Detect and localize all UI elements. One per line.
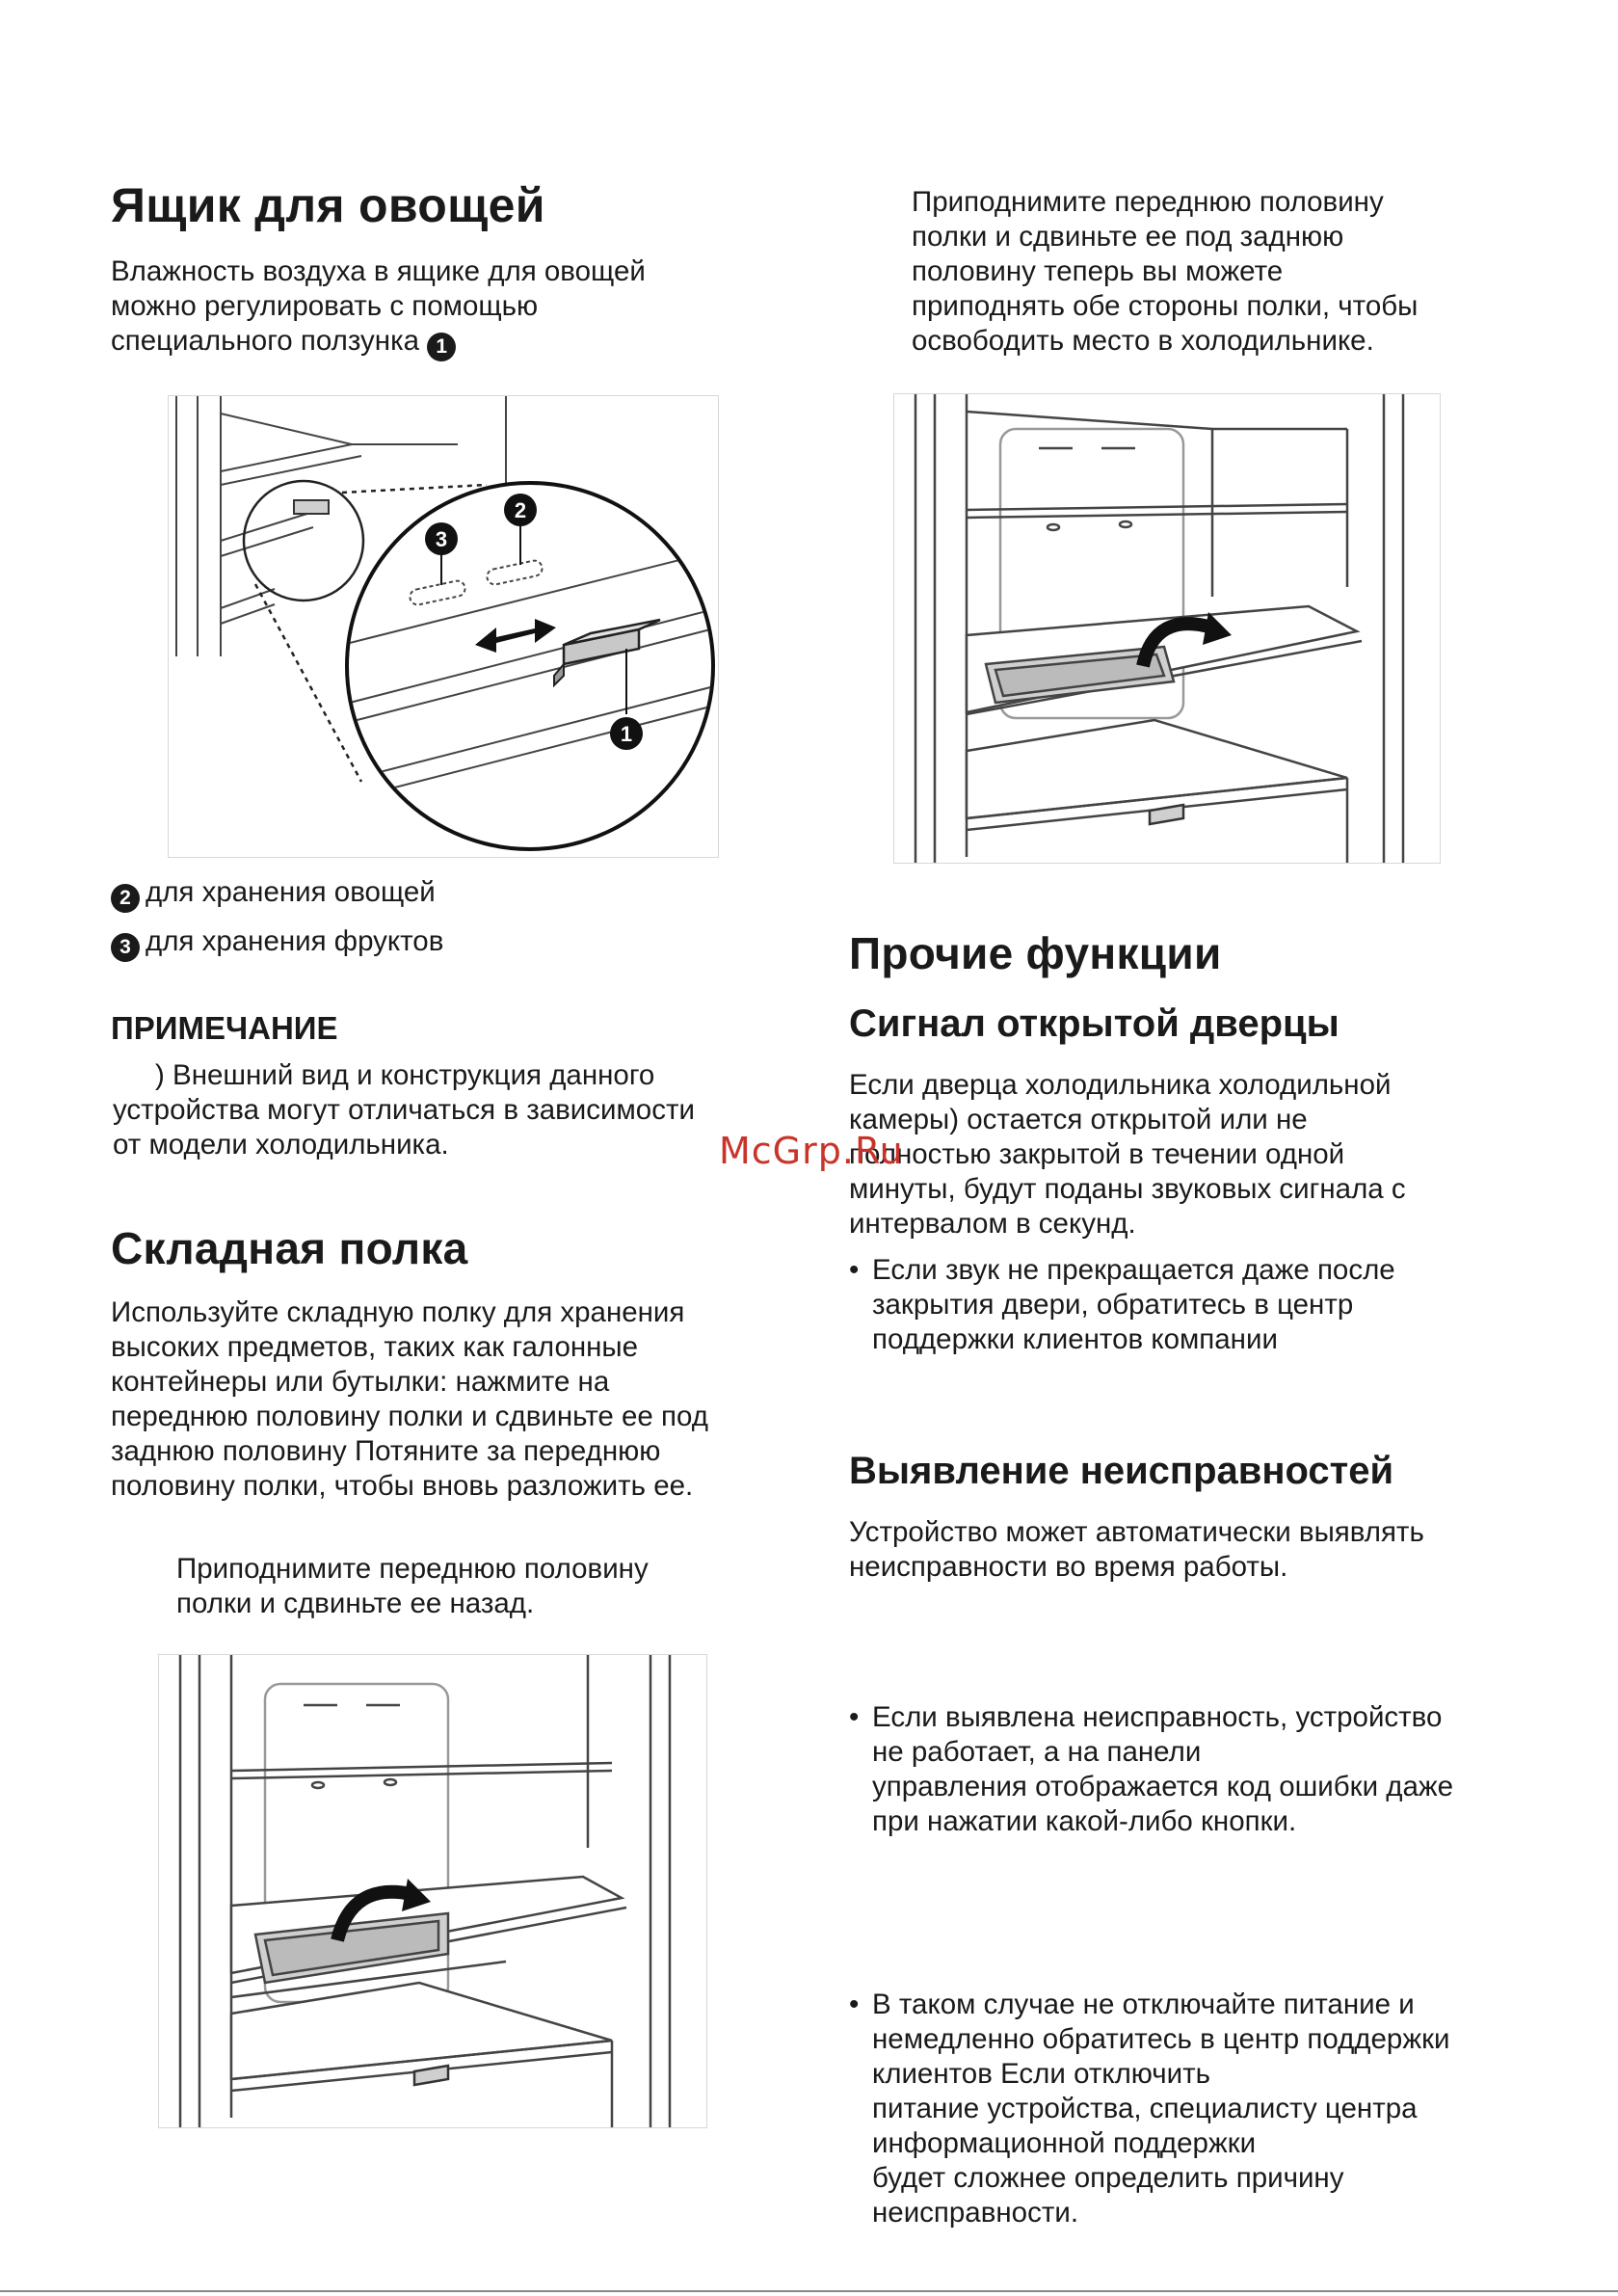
zoom-detail-circle [347, 483, 713, 849]
bullet-line: информационной поддержки [872, 2127, 1257, 2159]
legend-item-fruits [111, 924, 443, 962]
step2-line: освободить место в холодильнике. [912, 325, 1374, 357]
bullet-line: неисправности. [872, 2197, 1079, 2229]
intro-line [111, 324, 646, 361]
bullet-line: поддержки клиентов компании [872, 1323, 1278, 1355]
bullet-line: В таком случае не отключайте питание и [872, 1989, 1415, 2020]
bottom-rule [0, 2290, 1618, 2292]
legend-marker: 3 [111, 933, 140, 962]
note-line: от модели холодильника. [113, 1129, 449, 1161]
slider-marker-badge: 1 [427, 333, 456, 361]
note-heading: ПРИМЕЧАНИЕ [111, 1010, 338, 1046]
bullet-line: не работает, а на панели [872, 1736, 1202, 1768]
door-alarm-heading: Сигнал открытой дверцы [849, 1002, 1339, 1045]
watermark: McGrp.Ru [719, 1130, 904, 1172]
fault-detection-body [849, 1515, 1424, 1585]
bullet-line: клиентов Если отключить [872, 2058, 1210, 2090]
marker-3: 3 [435, 527, 448, 551]
shelf-line: контейнеры или бутылки: нажмите на [111, 1366, 610, 1398]
bullet-line: при нажатии какой-либо кнопки. [872, 1805, 1297, 1837]
shelf-line: половину полки, чтобы вновь разложить ее. [111, 1470, 694, 1502]
door-alarm-line: камеры) остается открытой или не [849, 1104, 1308, 1135]
fault-bullet-2 [849, 1988, 1618, 2230]
bullet-line: будет сложнее определить причину [872, 2162, 1344, 2194]
bullet-dot: • [849, 1989, 860, 2020]
intro-line: Влажность воздуха в ящике для овощей [111, 255, 646, 287]
folding-shelf-heading: Складная полка [111, 1223, 468, 1273]
step2-line: полки и сдвиньте ее под заднюю [912, 221, 1344, 253]
legend-marker: 2 [111, 884, 140, 913]
crisper-slider-figure [168, 395, 719, 858]
fault-line: Устройство может автоматически выявлять [849, 1516, 1424, 1548]
bullet-dot: • [849, 1254, 860, 1286]
bullet-line: закрытия двери, обратитесь в центр [872, 1289, 1354, 1321]
note-line: устройства могут отличаться в зависимости [113, 1094, 695, 1126]
bullet-dot: • [849, 1701, 860, 1733]
vegetable-box-intro [111, 254, 646, 361]
shelf-step2-text [912, 185, 1418, 359]
shelf-step2-figure [893, 393, 1441, 864]
vegetable-box-heading: Ящик для овощей [111, 178, 545, 232]
shelf-line: высоких предметов, таких как галонные [111, 1331, 639, 1363]
step2-line: половину теперь вы можете [912, 255, 1284, 287]
legend-text: для хранения фруктов [146, 925, 444, 957]
fridge-shelf-illustration [159, 1655, 706, 2127]
intro-line: можно регулировать с помощью [111, 290, 539, 322]
fridge-shelf-folded-illustration [894, 394, 1440, 863]
intro-line-text: специального ползунка [111, 325, 420, 357]
shelf-step1-text [176, 1552, 649, 1621]
legend-text: для хранения овощей [146, 876, 436, 908]
crisper-slider-illustration [169, 396, 718, 857]
door-alarm-line: Если дверца холодильника холодильной [849, 1069, 1392, 1101]
bullet-line: Если выявлена неисправность, устройство [872, 1701, 1443, 1733]
door-alarm-bullet [849, 1253, 1618, 1357]
shelf-line: заднюю половину Потяните за переднюю [111, 1435, 661, 1467]
door-alarm-line: минуты, будут поданы звуковых сигнала с [849, 1173, 1406, 1205]
shelf-step1-figure [158, 1654, 707, 2128]
vegetable-box-legend [111, 875, 443, 962]
marker-1: 1 [620, 722, 633, 746]
step2-line: Приподнимите переднюю половину [912, 186, 1384, 218]
note-body [113, 1058, 695, 1162]
bullet-line: немедленно обратитесь в центр поддержки [872, 2023, 1450, 2055]
zoom-source-circle [244, 481, 363, 601]
other-functions-heading: Прочие функции [849, 928, 1222, 978]
fault-bullet-1 [849, 1700, 1618, 1839]
folding-shelf-body [111, 1295, 708, 1504]
shelf-line: Используйте складную полку для хранения [111, 1296, 685, 1328]
fault-detection-heading: Выявление неисправностей [849, 1450, 1394, 1492]
bullet-line: питание устройства, специалисту центра [872, 2093, 1418, 2124]
shelf-line: переднюю половину полки и сдвиньте ее под [111, 1401, 708, 1432]
step1-line: полки и сдвиньте ее назад. [176, 1588, 535, 1619]
marker-2: 2 [514, 498, 527, 522]
note-line: ) Внешний вид и конструкция данного [155, 1059, 655, 1091]
fault-line: неисправности во время работы. [849, 1551, 1288, 1583]
door-alarm-body [849, 1068, 1406, 1241]
door-alarm-line: полностью закрытой в течении одной [849, 1138, 1345, 1170]
door-alarm-line: интервалом в секунд. [849, 1208, 1136, 1240]
step2-line: приподнять обе стороны полки, чтобы [912, 290, 1419, 322]
bullet-line: Если звук не прекращается даже после [872, 1254, 1395, 1286]
step1-line: Приподнимите переднюю половину [176, 1553, 649, 1585]
bullet-line: управления отображается код ошибки даже [872, 1771, 1454, 1802]
legend-item-vegetables [111, 875, 443, 913]
